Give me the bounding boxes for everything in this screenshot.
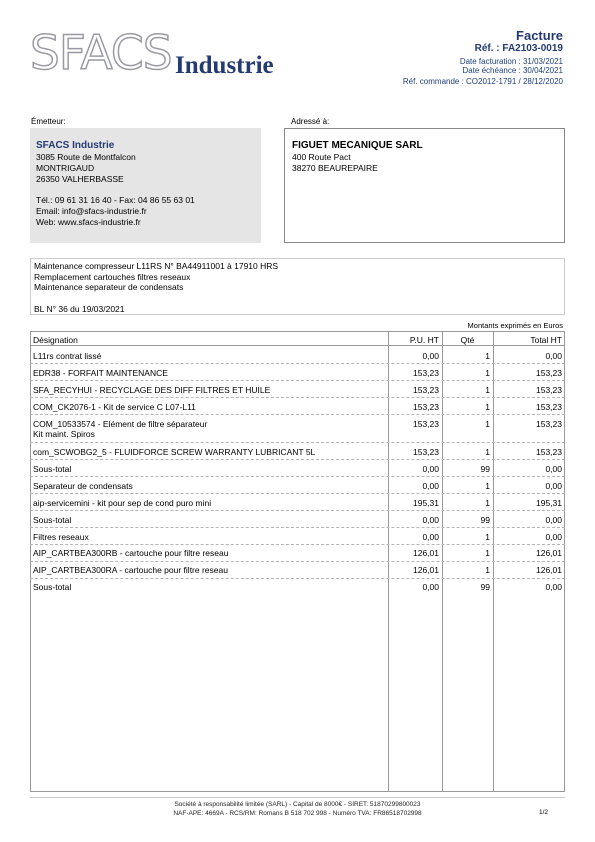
designation-cell: COM_10533574 - Elément de filtre séparateur xyxy=(33,419,208,429)
page-number: 1/2 xyxy=(538,809,548,816)
currency-note: Montants exprimés en Euros xyxy=(467,321,563,330)
designation-cell: AIP_CARTBEA300RA - cartouche pour filtre reseau xyxy=(33,565,228,575)
invoice-description xyxy=(30,258,565,315)
column-header-quantity: Qté xyxy=(460,335,475,345)
designation-cell: COM_CK2076-1 - Kit de service C L07-L11 xyxy=(33,402,196,412)
row-separator xyxy=(30,442,565,443)
header-divider xyxy=(30,345,565,346)
total-cell: 0,00 xyxy=(545,481,562,491)
row-separator xyxy=(30,510,565,511)
recipient-name: FIGUET MECANIQUE SARL xyxy=(292,140,423,151)
emitter-phone: Tél.: 09 61 31 16 40 - Fax: 04 86 55 63 01 xyxy=(36,195,195,205)
column-header-unit-price: P.U. HT xyxy=(409,335,439,345)
company-logo: SFACS xyxy=(30,26,172,81)
designation-cell: Filtres reseaux xyxy=(33,532,89,542)
total-cell: 0,00 xyxy=(545,532,562,542)
total-cell: 126,01 xyxy=(536,565,562,575)
unit-price-cell: 0,00 xyxy=(422,481,439,491)
unit-price-cell: 153,23 xyxy=(413,447,439,457)
emitter-address-line: 26350 VALHERBASSE xyxy=(36,174,124,184)
unit-price-cell: 0,00 xyxy=(422,464,439,474)
unit-price-cell: 195,31 xyxy=(413,498,439,508)
footer-divider xyxy=(30,797,565,798)
quantity-cell: 1 xyxy=(485,565,490,575)
quantity-cell: 1 xyxy=(485,498,490,508)
emitter-email: Email: info@sfacs-industrie.fr xyxy=(36,206,147,216)
invoice-reference: Réf. : FA2103-0019 xyxy=(474,43,563,54)
quantity-cell: 1 xyxy=(485,419,490,429)
unit-price-cell: 153,23 xyxy=(413,368,439,378)
document-title: Facture xyxy=(516,28,563,43)
designation-cell: Sous-total xyxy=(33,515,72,525)
total-cell: 126,01 xyxy=(536,548,562,558)
quantity-cell: 99 xyxy=(480,464,490,474)
quantity-cell: 1 xyxy=(485,402,490,412)
quantity-cell: 1 xyxy=(485,368,490,378)
designation-cell: com_SCWOBG2_5 - FLUIDFORCE SCREW WARRANTY LUBRICANT 5L xyxy=(33,447,316,457)
recipient-label: Adressé à: xyxy=(291,117,330,126)
total-cell: 153,23 xyxy=(536,402,562,412)
total-cell: 153,23 xyxy=(536,368,562,378)
quantity-cell: 1 xyxy=(485,351,490,361)
total-cell: 153,23 xyxy=(536,447,562,457)
unit-price-cell: 153,23 xyxy=(413,402,439,412)
total-cell: 0,00 xyxy=(545,582,562,592)
delivery-note: BL N° 36 du 19/03/2021 xyxy=(34,303,125,314)
description-line: Remplacement cartouches filtres reseaux xyxy=(34,271,191,282)
designation-detail-cell: Kit maint. Spiros xyxy=(33,429,95,439)
emitter-website: Web: www.sfacs-industrie.fr xyxy=(36,217,141,227)
row-separator xyxy=(30,561,565,562)
row-separator xyxy=(30,476,565,477)
designation-cell: SFA_RECYHUI - RECYCLAGE DES DIFF FILTRES ET HUILE xyxy=(33,385,271,395)
row-separator xyxy=(30,397,565,398)
invoice-date: Date facturation : 31/03/2021 xyxy=(459,57,563,66)
designation-cell: aip-servicemini - kit pour sep de cond puro mini xyxy=(33,498,212,508)
row-separator xyxy=(30,544,565,545)
unit-price-cell: 0,00 xyxy=(422,351,439,361)
due-date: Date échéance : 30/04/2021 xyxy=(462,66,563,75)
unit-price-cell: 153,23 xyxy=(413,419,439,429)
total-cell: 153,23 xyxy=(536,385,562,395)
emitter-address-line: 3085 Route de Montfalcon xyxy=(36,152,136,162)
total-cell: 0,00 xyxy=(545,351,562,361)
column-header-designation: Désignation xyxy=(33,335,78,345)
designation-cell: Separateur de condensats xyxy=(33,481,133,491)
quantity-cell: 99 xyxy=(480,515,490,525)
row-separator xyxy=(30,459,565,460)
row-separator xyxy=(30,363,565,364)
recipient-address-line: 400 Route Pact xyxy=(292,152,351,162)
unit-price-cell: 153,23 xyxy=(413,385,439,395)
designation-cell: Sous-total xyxy=(33,464,72,474)
emitter-label: Émetteur: xyxy=(31,117,66,126)
unit-price-cell: 0,00 xyxy=(422,582,439,592)
row-separator xyxy=(30,493,565,494)
recipient-address-line: 38270 BEAUREPAIRE xyxy=(292,163,378,173)
designation-cell: EDR38 - FORFAIT MAINTENANCE xyxy=(33,368,168,378)
company-logo-subtitle: Industrie xyxy=(175,52,274,79)
quantity-cell: 1 xyxy=(485,481,490,491)
row-separator xyxy=(30,527,565,528)
quantity-cell: 1 xyxy=(485,447,490,457)
description-line: Maintenance separateur de condensats xyxy=(34,282,184,292)
footer-registration-line: NAF-APE: 4669A - RCS/RM: Romans B 518 702 998 - Numéro TVA: FR86518702998 xyxy=(173,810,422,817)
row-separator xyxy=(30,414,565,415)
row-separator xyxy=(30,578,565,579)
quantity-cell: 1 xyxy=(485,532,490,542)
designation-cell: L11rs contrat lissé xyxy=(33,351,102,361)
designation-cell: AIP_CARTBEA300RB - cartouche pour filtre reseau xyxy=(33,548,229,558)
recipient-box xyxy=(284,128,565,243)
emitter-address-line: MONTRIGAUD xyxy=(36,163,95,173)
emitter-name: SFACS Industrie xyxy=(36,140,115,151)
row-separator xyxy=(30,380,565,381)
total-cell: 195,31 xyxy=(536,498,562,508)
quantity-cell: 1 xyxy=(485,548,490,558)
footer-legal-line: Société à responsabilité limitée (SARL) - Capital de 8000€ - SIRET: 51870299800023 xyxy=(174,801,421,808)
column-header-total: Total HT xyxy=(530,335,562,345)
total-cell: 0,00 xyxy=(545,515,562,525)
designation-cell: Sous-total xyxy=(33,582,72,592)
unit-price-cell: 0,00 xyxy=(422,532,439,542)
unit-price-cell: 126,01 xyxy=(413,565,439,575)
total-cell: 153,23 xyxy=(536,419,562,429)
quantity-cell: 99 xyxy=(480,582,490,592)
description-line: Maintenance compresseur L11RS N° BA44911001 à 17910 HRS xyxy=(34,261,279,271)
total-cell: 0,00 xyxy=(545,464,562,474)
unit-price-cell: 0,00 xyxy=(422,515,439,525)
unit-price-cell: 126,01 xyxy=(413,548,439,558)
emitter-box xyxy=(30,128,261,243)
quantity-cell: 1 xyxy=(485,385,490,395)
order-reference: Réf. commande : CO2012-1791 / 28/12/2020 xyxy=(402,77,563,86)
